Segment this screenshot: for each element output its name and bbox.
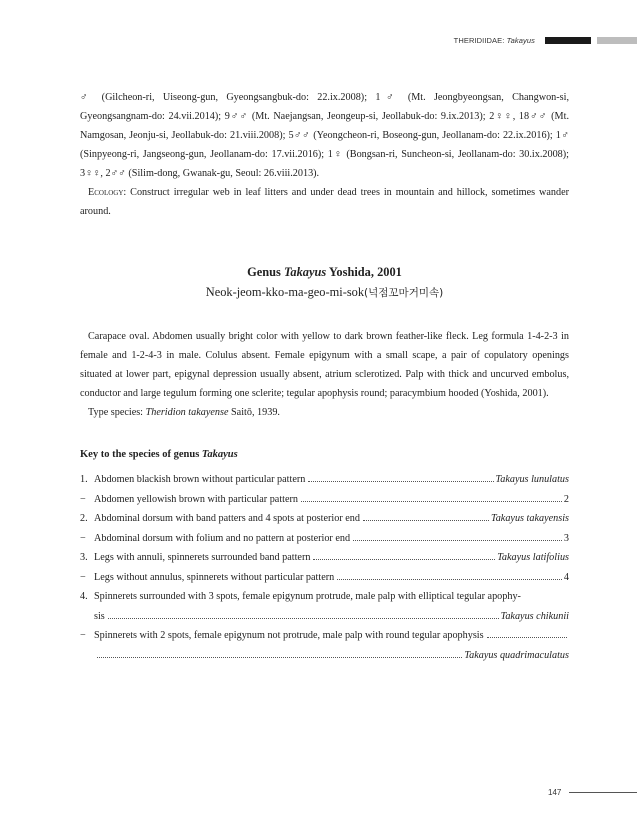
key-entry-number: −: [80, 532, 86, 544]
key-entry: [80, 548, 569, 568]
genus-heading: [80, 264, 569, 281]
key-entry-result: 2: [563, 493, 569, 505]
page-number: 147: [548, 788, 562, 797]
running-header-text: [454, 36, 535, 45]
header-bar-dark: [545, 37, 591, 44]
key-entry-text: Legs with annuli, spinnerets surrounded band pattern: [94, 552, 311, 563]
footer-rule: [569, 792, 637, 793]
key-entry-number: −: [80, 630, 86, 641]
key-entry-number: 4.: [80, 591, 88, 602]
key-entry-result: 4: [563, 571, 569, 583]
genus-name: Takayus: [283, 265, 327, 279]
ecology-label: Ecology: [88, 187, 124, 198]
key-title-prefix: Key to the species of genus: [80, 449, 200, 460]
key-entry-result: Takayus chikunii: [500, 610, 569, 622]
identification-key: [80, 470, 569, 665]
key-entry: [80, 568, 569, 588]
dot-leader: [363, 520, 489, 521]
key-entry: [80, 529, 569, 549]
dot-leader: [487, 637, 567, 638]
dot-leader: [313, 559, 495, 560]
key-entry-result: Takayus quadrimaculatus: [464, 649, 569, 661]
dot-leader: [97, 657, 462, 658]
ecology-text: : Construct irregular web in leaf litters and under dead trees in mountain and hillock, sometimes wander around.: [80, 187, 569, 217]
key-entry-number: −: [80, 493, 86, 505]
key-entry-text: Abdomen yellowish brown with particular pattern: [94, 493, 298, 505]
ecology-paragraph: [80, 183, 569, 221]
page-content: [80, 88, 569, 665]
dot-leader: [301, 501, 562, 502]
header-family: THERIDIIDAE:: [453, 36, 505, 45]
type-species-label: Type species:: [88, 407, 144, 418]
key-entry-text: Spinnerets with 2 spots, female epigynum not protrude, male palp with round tegular apophysis: [94, 630, 484, 641]
key-entry: [80, 470, 569, 490]
dot-leader: [353, 540, 562, 541]
key-entry: [80, 490, 569, 510]
key-entry-continuation: [80, 607, 569, 627]
page-footer: [548, 788, 637, 797]
running-header: [454, 36, 637, 45]
common-name-korean: (넉점꼬마거미속): [364, 287, 444, 299]
key-entry-text: Abdominal dorsum with folium and no pattern at posterior end: [94, 532, 351, 544]
key-entry-number: 1.: [80, 474, 88, 485]
type-species: [80, 403, 569, 422]
key-entry-text: Spinnerets surrounded with 3 spots, female epigynum protrude, male palp with elliptical tegular apophy-: [94, 591, 521, 602]
key-entry-text: Abdomen blackish brown without particular pattern: [94, 474, 306, 485]
dot-leader: [337, 579, 562, 580]
key-title-genus: Takayus: [201, 449, 238, 460]
key-entry-result: 3: [563, 532, 569, 544]
common-name-roman: Neok-jeom-kko-ma-geo-mi-sok: [205, 285, 365, 299]
type-species-name: Theridion takayense: [145, 407, 229, 418]
key-entry-result: Takayus takayensis: [490, 513, 569, 524]
key-title: [80, 446, 569, 463]
genus-description: Carapace oval. Abdomen usually bright color with yellow to dark brown feather-like fleck. Leg formula 1-4-2-3 in female and 1-2-4-3 in male. Colulus absent. Female epigynum with a small scape, a pair of copulatory openings situated at lower part, epigynal depression usually absent, atrium sclerotized. Palp with thick and uncurved embolus, conductor and large tegulum forming one sclerite; tegular apophysis round; paracymbium hooded (Yoshida, 2001).: [80, 331, 569, 399]
header-bar-light: [597, 37, 637, 44]
genus-author: Yoshida, 2001: [328, 265, 402, 279]
key-entry: [80, 509, 569, 529]
key-entry-number: 2.: [80, 513, 88, 524]
key-entry-text: sis: [94, 610, 105, 622]
material-records: ♂ (Gilcheon-ri, Uiseong-gun, Gyeongsangbuk-do: 22.ix.2008); 1♂ (Mt. Jeongbyeongsan, Changwon-si, Gyeongsangnam-do: 24.vii.2014); 9♂♂ (Mt. Naejangsan, Jeongeup-si, Jeollabuk-do: 9.ix.2013); 2♀♀, 18♂♂ (Mt. Namgosan, Jeonju-si, Jeollabuk-do: 21.viii.2008); 5♂♂ (Yeongcheon-ri, Boseong-gun, Jeollanam-do: 22.ix.2016); 1♂ (Sinpyeong-ri, Jangseong-gun, Jeollanam-do: 17.vii.2016); 1♀ (Bongsan-ri, Suncheon-si, Jeollanam-do: 30.ix.2008); 3♀♀, 2♂♂ (Silim-dong, Gwanak-gu, Seoul: 26.viii.2013).: [80, 92, 569, 179]
key-entry: [80, 587, 569, 607]
key-entry-continuation: [80, 646, 569, 666]
dot-leader: [308, 481, 493, 482]
header-genus: Takayus: [506, 36, 535, 45]
key-entry-result: Takayus lunulatus: [495, 474, 569, 485]
type-species-author: Saitō, 1939.: [231, 407, 280, 418]
key-entry-number: −: [80, 571, 86, 583]
key-entry-number: 3.: [80, 552, 88, 563]
key-entry-text: Legs without annulus, spinnerets without particular pattern: [94, 571, 335, 583]
dot-leader: [108, 618, 499, 619]
common-name: [80, 284, 569, 302]
key-entry-result: Takayus latifolius: [497, 552, 569, 563]
key-entry-text: Abdominal dorsum with band patters and 4 spots at posterior end: [94, 513, 360, 524]
genus-prefix: Genus: [247, 265, 281, 279]
key-entry: [80, 626, 569, 646]
